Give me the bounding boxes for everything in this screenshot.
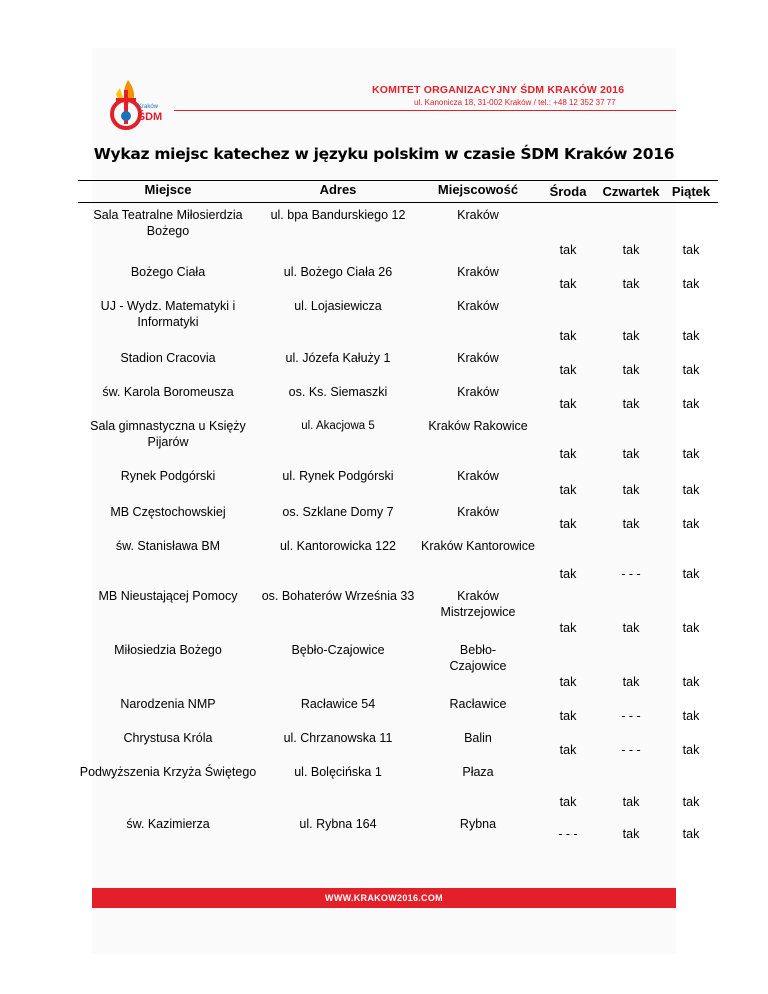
table-row <box>78 260 718 294</box>
footer-bar <box>92 888 676 908</box>
friday-cell: tak <box>682 396 700 411</box>
committee-name: KOMITET ORGANIZACYJNY ŚDM KRAKÓW 2016 <box>372 84 625 96</box>
table-row <box>78 294 718 346</box>
wednesday-cell: tak <box>559 242 577 257</box>
header-address: Adres <box>258 181 418 203</box>
place-cell: Chrystusa Króla <box>123 730 213 745</box>
place-cell: św. Karola Boromeusza <box>102 384 234 399</box>
city-cell: Kraków Rakowice <box>428 418 528 433</box>
city-cell: Kraków Kantorowice <box>421 538 535 553</box>
place-cell: Miłosiedzia Bożego <box>114 642 222 657</box>
wednesday-cell: tak <box>559 396 577 411</box>
thursday-cell: tak <box>622 620 640 635</box>
address-cell: ul. Rybna 164 <box>299 816 377 831</box>
header-place: Miejsce <box>78 181 258 203</box>
city-cell: Balin <box>464 730 492 745</box>
wednesday-cell: tak <box>559 742 577 757</box>
place-cell: św. Kazimierza <box>126 816 210 831</box>
logo-city: Kraków <box>137 104 159 110</box>
city-cell: Racławice <box>449 696 507 711</box>
friday-cell: tak <box>682 566 700 581</box>
friday-cell: tak <box>682 708 700 723</box>
thursday-cell: tak <box>622 674 640 689</box>
friday-cell: tak <box>682 826 700 841</box>
city-cell: Kraków Mistrzejowice <box>440 588 516 619</box>
city-cell: Kraków <box>457 350 499 365</box>
footer-website-link[interactable]: WWW.KRAKOW2016.COM <box>325 893 443 903</box>
city-cell: Kraków <box>457 298 499 313</box>
address-cell: Racławice 54 <box>300 696 376 711</box>
table-row <box>78 584 718 638</box>
logo-text: ŚDM <box>137 111 163 123</box>
friday-cell: tak <box>682 328 700 343</box>
friday-cell: tak <box>682 794 700 809</box>
address-cell: os. Bohaterów Września 33 <box>261 588 415 603</box>
thursday-cell: tak <box>622 794 640 809</box>
friday-cell: tak <box>682 482 700 497</box>
address-cell: os. Szklane Domy 7 <box>282 504 394 519</box>
header-thursday: Czwartek <box>598 181 664 203</box>
wednesday-cell: - - - <box>558 826 578 841</box>
wednesday-cell: tak <box>559 620 577 635</box>
thursday-cell: tak <box>622 482 640 497</box>
address-cell: ul. Bolęcińska 1 <box>294 764 382 779</box>
table-row <box>78 692 718 726</box>
table-row <box>78 464 718 500</box>
committee-address: ul. Kanonicza 18, 31-002 Kraków / tel.: +48 12 352 37 77 <box>414 98 616 107</box>
address-cell: ul. Rynek Podgórski <box>282 468 394 483</box>
city-cell: Rybna <box>459 816 497 831</box>
thursday-cell: tak <box>622 242 640 257</box>
table-header-row <box>78 181 718 203</box>
logo-cross-horizontal <box>116 98 136 102</box>
thursday-cell: tak <box>622 516 640 531</box>
table-row <box>78 500 718 534</box>
thursday-cell: tak <box>622 362 640 377</box>
wednesday-cell: tak <box>559 362 577 377</box>
header-city: Miejscowość <box>418 181 538 203</box>
table-row <box>78 812 718 844</box>
wyd-krakow-logo <box>106 74 166 134</box>
place-cell: MB Częstochowskiej <box>110 504 226 519</box>
wednesday-cell: tak <box>559 328 577 343</box>
friday-cell: tak <box>682 446 700 461</box>
place-cell: Podwyższenia Krzyża Świętego <box>79 764 257 779</box>
friday-cell: tak <box>682 516 700 531</box>
wednesday-cell: tak <box>559 516 577 531</box>
wednesday-cell: tak <box>559 566 577 581</box>
place-cell: UJ - Wydz. Matematyki i Informatyki <box>100 298 236 329</box>
table-row <box>78 638 718 692</box>
header-wednesday: Środa <box>538 181 598 203</box>
table-row <box>78 760 718 812</box>
address-cell: ul. Kantorowicka 122 <box>279 538 397 553</box>
thursday-cell: tak <box>622 276 640 291</box>
city-cell: Bebło-Czajowice <box>449 642 507 673</box>
address-cell: Bębło-Czajowice <box>291 642 385 657</box>
thursday-cell: tak <box>622 446 640 461</box>
place-cell: MB Nieustającej Pomocy <box>98 588 238 603</box>
wednesday-cell: tak <box>559 482 577 497</box>
address-cell: ul. Józefa Kałuży 1 <box>285 350 391 365</box>
wednesday-cell: tak <box>559 446 577 461</box>
address-cell: ul. Bożego Ciała 26 <box>283 264 393 279</box>
address-cell: ul. Chrzanowska 11 <box>283 730 393 745</box>
thursday-cell: tak <box>622 826 640 841</box>
place-cell: Rynek Podgórski <box>120 468 216 483</box>
city-cell: Kraków <box>457 264 499 279</box>
place-cell: Bożego Ciała <box>130 264 206 279</box>
thursday-cell: - - - <box>621 566 641 581</box>
wednesday-cell: tak <box>559 708 577 723</box>
address-cell: ul. Akacjowa 5 <box>301 419 375 432</box>
thursday-cell: - - - <box>621 742 641 757</box>
address-cell: ul. bpa Bandurskiego 12 <box>270 208 406 222</box>
table-row <box>78 380 718 414</box>
wednesday-cell: tak <box>559 276 577 291</box>
city-cell: Kraków <box>457 208 499 222</box>
catechesis-table <box>78 180 718 844</box>
city-cell: Kraków <box>457 384 499 399</box>
friday-cell: tak <box>682 620 700 635</box>
friday-cell: tak <box>682 362 700 377</box>
page-title: Wykaz miejsc katechez w języku polskim w czasie ŚDM Kraków 2016 <box>93 145 675 163</box>
thursday-cell: tak <box>622 328 640 343</box>
place-cell: Sala Teatralne Miłosierdzia Bożego <box>93 208 243 238</box>
wednesday-cell: tak <box>559 674 577 689</box>
thursday-cell: - - - <box>621 708 641 723</box>
friday-cell: tak <box>682 242 700 257</box>
place-cell: Sala gimnastyczna u Księży Pijarów <box>90 418 246 449</box>
place-cell: św. Stanisława BM <box>115 538 221 553</box>
table-row <box>78 726 718 760</box>
place-cell: Stadion Cracovia <box>120 350 216 365</box>
friday-cell: tak <box>682 742 700 757</box>
header-divider <box>174 110 676 111</box>
table-row <box>78 534 718 584</box>
city-cell: Kraków <box>457 468 499 483</box>
address-cell: ul. Lojasiewicza <box>294 298 382 313</box>
place-cell: Narodzenia NMP <box>120 696 216 711</box>
friday-cell: tak <box>682 276 700 291</box>
header-friday: Piątek <box>664 181 718 203</box>
friday-cell: tak <box>682 674 700 689</box>
logo-dot-blue <box>121 111 131 121</box>
table-row <box>78 346 718 380</box>
table-row <box>78 203 718 260</box>
wednesday-cell: tak <box>559 794 577 809</box>
city-cell: Płaza <box>462 764 494 779</box>
city-cell: Kraków <box>457 504 499 519</box>
thursday-cell: tak <box>622 396 640 411</box>
table-row <box>78 414 718 464</box>
address-cell: os. Ks. Siemaszki <box>288 384 388 399</box>
